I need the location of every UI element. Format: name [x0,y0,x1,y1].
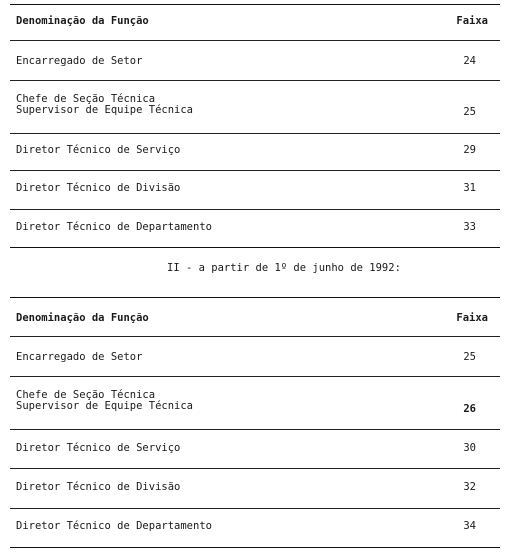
row-divider [10,429,500,430]
row-function-name-line2: Supervisor de Equipe Técnica [16,104,194,116]
row-faixa-value: 34 [463,520,476,532]
row-faixa-value: 30 [463,442,476,454]
row-divider [10,80,500,81]
row-faixa-value: 32 [463,481,476,493]
row-function-name-line1: Chefe de Seção Técnica [16,389,156,401]
row-function-name: Diretor Técnico de Divisão [16,182,181,194]
table-bottom-rule [10,247,500,248]
function-table-2 [10,292,500,557]
table-top-rule [10,4,500,5]
row-function-name: Diretor Técnico de Serviço [16,442,181,454]
row-function-name: Diretor Técnico de Serviço [16,144,181,156]
section-heading: II - a partir de 1º de junho de 1992: [167,262,401,274]
row-function-name: Diretor Técnico de Departamento [16,520,212,532]
function-table-1 [10,0,500,260]
row-divider [10,170,500,171]
row-faixa-value: 26 [463,403,476,415]
row-divider [10,133,500,134]
row-faixa-value: 31 [463,182,476,194]
row-divider [10,376,500,377]
row-divider [10,209,500,210]
table-top-rule [10,297,500,298]
row-faixa-value: 29 [463,144,476,156]
header-rule [10,336,500,337]
row-faixa-value: 25 [463,106,476,118]
row-faixa-value: 33 [463,221,476,233]
column-header-denominacao: Denominação da Função [16,312,149,324]
column-header-faixa: Faixa [456,312,488,324]
row-function-name: Diretor Técnico de Divisão [16,481,181,493]
row-function-name: Encarregado de Setor [16,351,143,363]
row-function-name: Diretor Técnico de Departamento [16,221,212,233]
row-faixa-value: 24 [463,55,476,67]
column-header-denominacao: Denominação da Função [16,15,149,27]
table-bottom-rule [10,547,500,548]
header-rule [10,40,500,41]
row-divider [10,468,500,469]
row-function-name-line2: Supervisor de Equipe Técnica [16,400,194,412]
row-divider [10,508,500,509]
row-function-name-line1: Chefe de Seção Técnica [16,93,156,105]
row-function-name: Encarregado de Setor [16,55,143,67]
column-header-faixa: Faixa [456,15,488,27]
row-faixa-value: 25 [463,351,476,363]
